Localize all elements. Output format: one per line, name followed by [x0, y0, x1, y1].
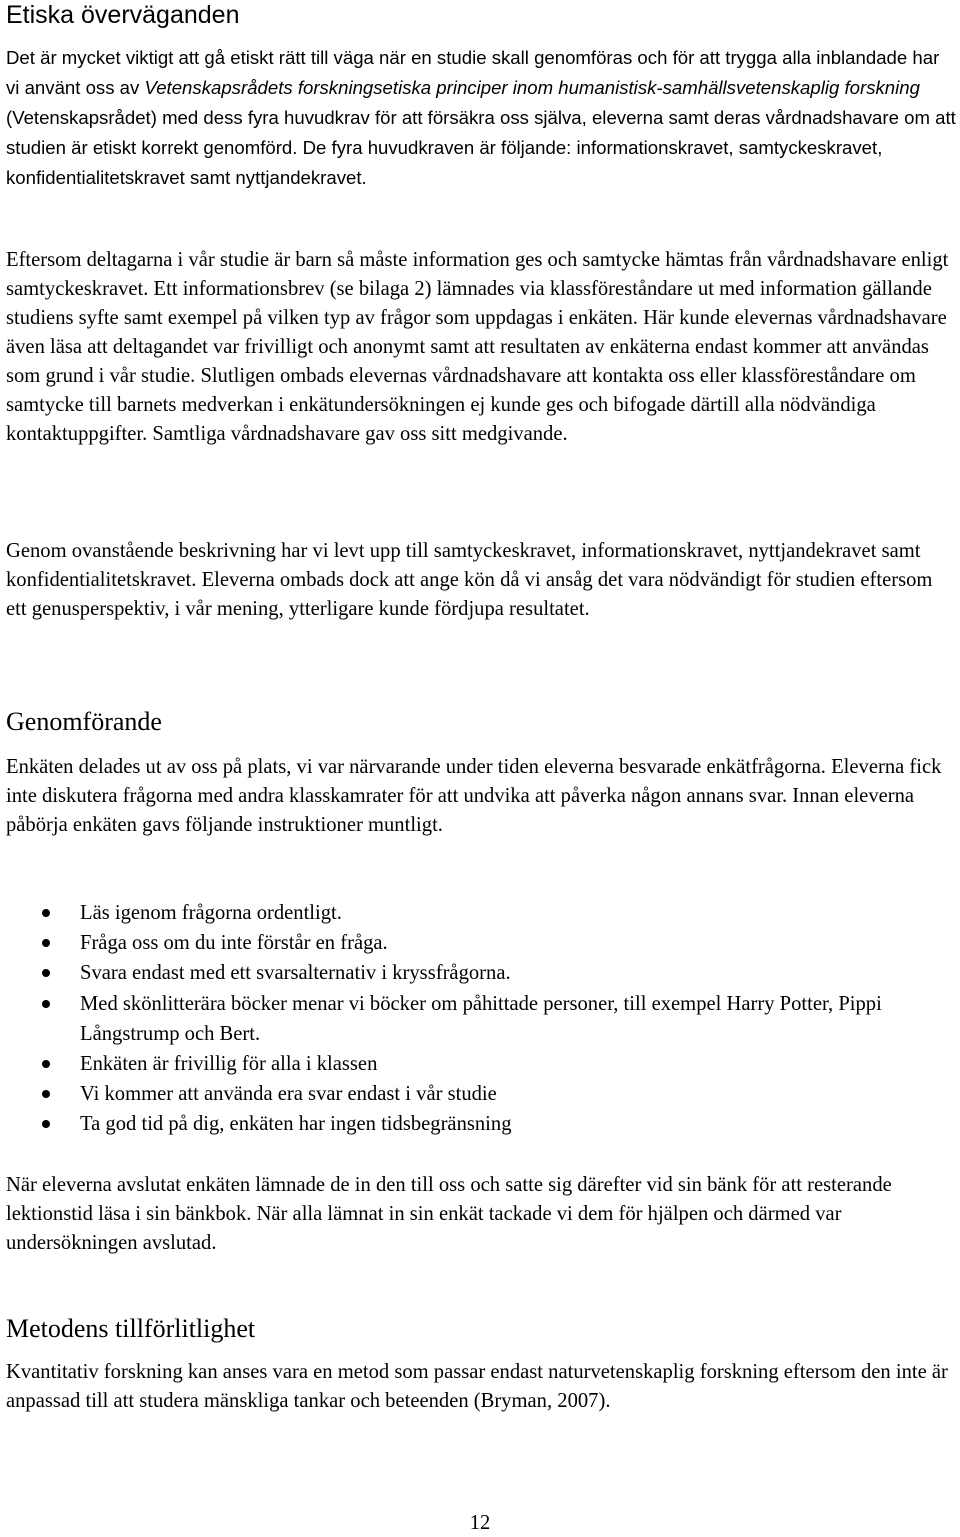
bullet-icon: [42, 1120, 50, 1128]
list-item: [6, 1079, 956, 1109]
ethics-intro-part-c: (Vetenskapsrådet) med dess fyra huvudkrav för att försäkra oss själva, eleverna samt deras vårdnadshavare om att studien är etiskt korrekt genomförd.: [6, 107, 956, 158]
paragraph-ethics-consent: Eftersom deltagarna i vår studie är barn så måste information ges och samtycke hämtas från vårdnadshavare enligt samtyckeskravet. Ett informationsbrev (se bilaga 2) lämnades via klassföreståndare ut med information gällande studiens syfte samt exempel på vilken typ av frågor som uppdagas i enkäten. Här kunde elevernas vårdnadshavare även läsa att deltagandet var frivilligt och anonymt samt att resultaten av enkäterna endast kommer att användas som grund i vår studie. Slutligen ombads elevernas vårdnadshavare att kontakta oss eller klassföreståndare om samtycke till barnets medverkan i enkätundersökningen ej kunde ges och bifogade därtill alla nödvändiga kontaktuppgifter. Samtliga vårdnadshavare gav oss sitt medgivande.: [6, 249, 949, 445]
list-item-text: Ta god tid på dig, enkäten har ingen tidsbegränsning: [80, 1113, 512, 1136]
ethics-intro-part-d: De fyra huvudkraven är följande: informationskravet, samtyckeskravet, konfidentialitetskravet samt nyttjandekravet.: [6, 137, 883, 188]
bullet-icon: [42, 1090, 50, 1098]
paragraph-implementation-intro: Enkäten delades ut av oss på plats, vi var närvarande under tiden eleverna besvarade enkätfrågorna. Eleverna fick inte diskutera frågorna med andra klasskamrater för att undvika att påverka någon annans svar. Innan eleverna påbörja enkäten gavs följande instruktioner muntligt.: [6, 756, 942, 836]
paragraph-ethics-summary: Genom ovanstående beskrivning har vi levt upp till samtyckeskravet, informationskravet, nyttjandekravet samt konfidentialitetskravet. Eleverna ombads dock att ange kön då vi ansåg det vara nödvändigt för studien eftersom ett genusperspektiv, i vår mening, ytterligare kunde fördjupa resultatet.: [6, 540, 933, 620]
paragraph-reliability: Kvantitativ forskning kan anses vara en metod som passar endast naturvetenskaplig forskning eftersom den inte är anpassad till att studera mänskliga tankar och beteenden (Bryman, 2007).: [6, 1361, 948, 1412]
list-item: [6, 989, 956, 1049]
bullet-icon: [42, 969, 50, 977]
list-item-text: Läs igenom frågorna ordentligt.: [80, 902, 342, 924]
bullet-icon: [42, 909, 50, 917]
list-item-text: Med skönlitterära böcker menar vi böcker om påhittade personer, till exempel Harry Potter, Pippi Långstrump och Bert.: [80, 992, 882, 1045]
heading-metodens-tillforlitlighet: Metodens tillförlitlighet: [6, 1314, 256, 1343]
bullet-icon: [42, 1060, 50, 1068]
ethics-intro-citation-title: Vetenskapsrådets forskningsetiska principer inom humanistisk-samhällsvetenskaplig forskning: [144, 77, 920, 98]
list-item: [6, 1109, 956, 1139]
ethics-intro-part-a: Det är mycket viktigt att gå etiskt rätt till väga när en studie skall genomföras och för att trygga alla inblandade har vi använt oss av: [6, 47, 940, 98]
list-item-text: Vi kommer att använda era svar endast i vår studie: [80, 1083, 497, 1106]
list-item-text: Enkäten är frivillig för alla i klassen: [80, 1053, 378, 1076]
list-item: [6, 898, 956, 928]
instructions-list: [6, 898, 956, 1140]
page-number: 12: [469, 1512, 491, 1534]
list-item-text: Fråga oss om du inte förstår en fråga.: [80, 932, 388, 955]
heading-genomforande: Genomförande: [6, 707, 162, 736]
list-item-text: Svara endast med ett svarsalternativ i kryssfrågorna.: [80, 962, 511, 985]
paragraph-ethics-intro: [6, 43, 956, 193]
list-item: [6, 928, 956, 958]
bullet-icon: [42, 1000, 50, 1008]
list-item: [6, 958, 956, 988]
list-item: [6, 1049, 956, 1079]
heading-etiska-overvaganden: Etiska överväganden: [6, 1, 240, 29]
paragraph-implementation-end: När eleverna avslutat enkäten lämnade de in den till oss och satte sig därefter vid sin bänk för att resterande lektionstid läsa i sin bänkbok. När alla lämnat in sin enkät tackade vi dem för hjälpen och därmed var undersökningen avslutad.: [6, 1174, 892, 1254]
bullet-icon: [42, 939, 50, 947]
